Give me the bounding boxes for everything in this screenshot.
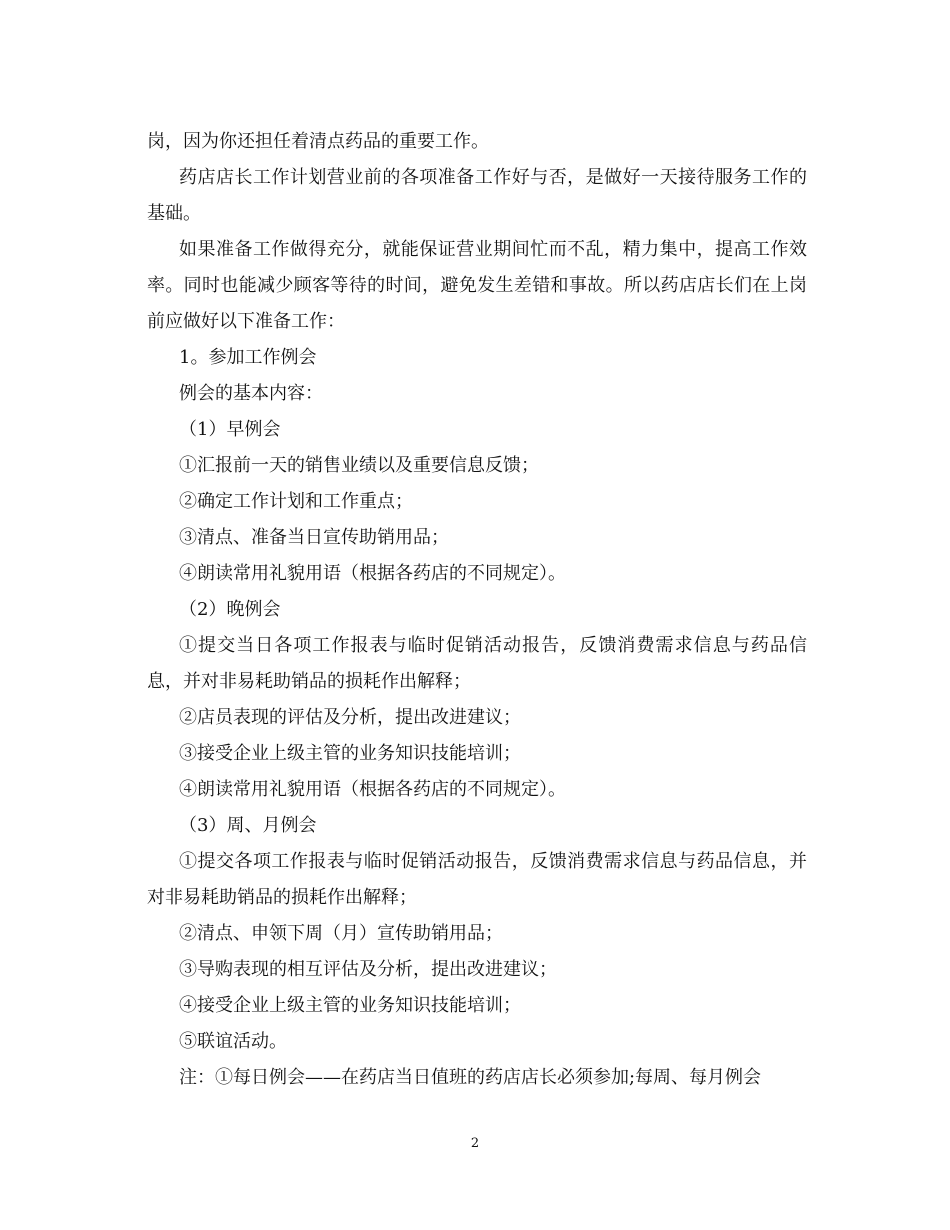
note-paragraph: 注：①每日例会——在药店当日值班的药店店长必须参加;每周、每月例会 [179, 1067, 762, 1088]
list-item: ⑤联谊活动。 [179, 1031, 287, 1052]
paragraph-continuation: 岗，因为你还担任着清点药品的重要工作。 [147, 131, 489, 152]
subsection-heading: （3）周、月例会 [179, 815, 317, 836]
page-number: 2 [470, 1136, 480, 1151]
list-item: ②确定工作计划和工作重点； [179, 491, 413, 512]
paragraph: 药店店长工作计划营业前的各项准备工作好与否，是做好一天接待服务工作的基础。 [147, 167, 807, 224]
subsection-heading: （2）晚例会 [179, 599, 281, 620]
list-item: ①汇报前一天的销售业绩以及重要信息反馈； [179, 455, 539, 476]
list-item: ②清点、申领下周（月）宣传助销用品； [179, 923, 503, 944]
document-body [147, 124, 807, 1096]
list-item: ③导购表现的相互评估及分析，提出改进建议； [179, 959, 557, 980]
list-item: ④朗读常用礼貌用语（根据各药店的不同规定）。 [179, 563, 566, 584]
list-item: ④接受企业上级主管的业务知识技能培训； [179, 995, 521, 1016]
list-item: ④朗读常用礼貌用语（根据各药店的不同规定）。 [179, 779, 566, 800]
section-heading: 1。参加工作例会 [179, 347, 317, 368]
list-item: ①提交各项工作报表与临时促销活动报告，反馈消费需求信息与药品信息，并对非易耗助销品的损耗作出解释； [147, 851, 807, 908]
list-item: ②店员表现的评估及分析，提出改进建议； [179, 707, 521, 728]
subsection-heading: （1）早例会 [179, 419, 281, 440]
paragraph: 如果准备工作做得充分，就能保证营业期间忙而不乱，精力集中，提高工作效率。同时也能减少顾客等待的时间，避免发生差错和事故。所以药店店长们在上岗前应做好以下准备工作： [147, 239, 807, 332]
paragraph: 例会的基本内容： [179, 383, 323, 404]
list-item: ①提交当日各项工作报表与临时促销活动报告，反馈消费需求信息与药品信息，并对非易耗助销品的损耗作出解释； [147, 635, 807, 692]
list-item: ③清点、准备当日宣传助销用品； [179, 527, 449, 548]
list-item: ③接受企业上级主管的业务知识技能培训； [179, 743, 521, 764]
